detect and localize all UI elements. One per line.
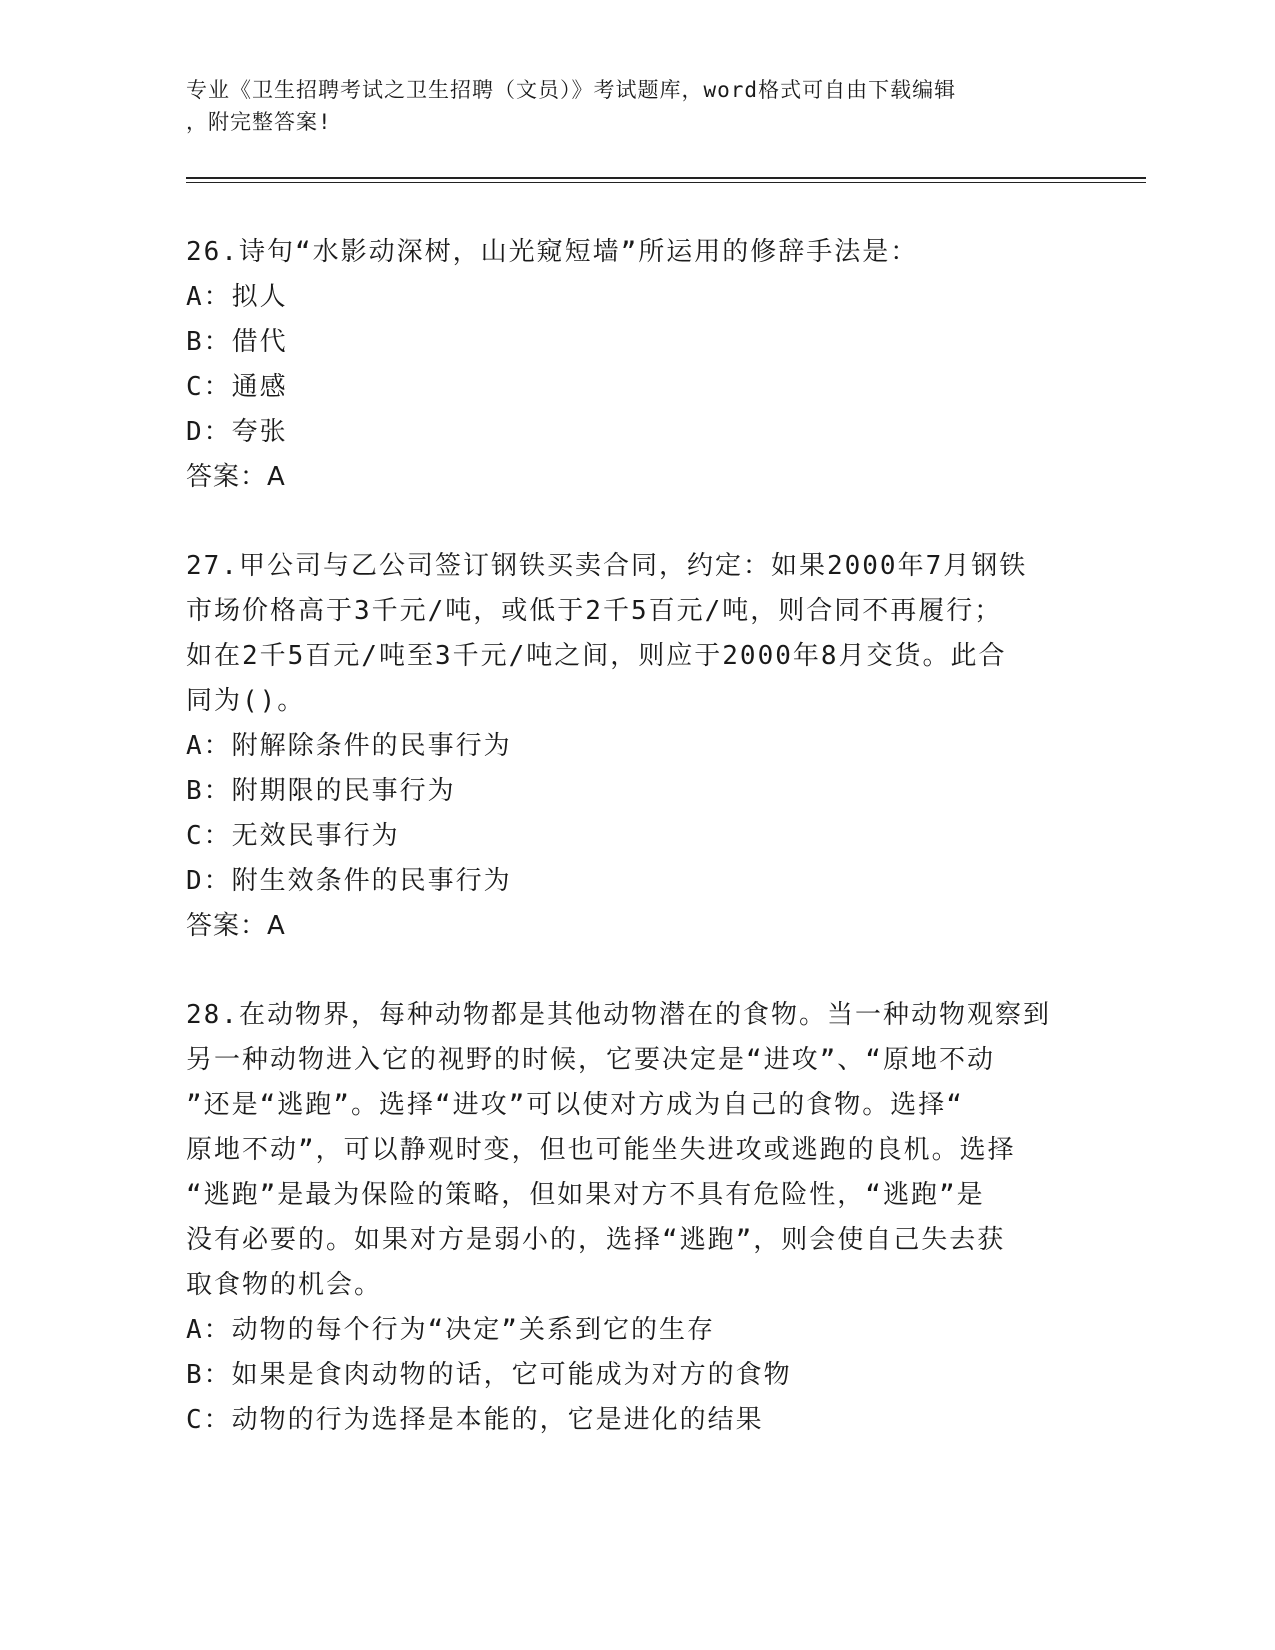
option-b: B：如果是食肉动物的话，它可能成为对方的食物: [186, 1360, 792, 1390]
question-27: [186, 544, 1086, 949]
stem-line: 同为()。: [186, 686, 306, 716]
question-stem: [186, 230, 1086, 275]
document-header: [186, 74, 1066, 138]
stem-line: 如在2千5百元/吨至3千元/吨之间，则应于2000年8月交货。此合: [186, 641, 1007, 671]
question-list: [186, 230, 1086, 1487]
question-26: [186, 230, 1086, 500]
answer-line: 答案：A: [186, 911, 286, 941]
header-divider-thin: [186, 182, 1146, 183]
option-a: A：拟人: [186, 282, 288, 312]
stem-line: 原地不动”，可以静观时变，但也可能坐失进攻或逃跑的良机。选择: [186, 1135, 1016, 1165]
question-28: [186, 993, 1086, 1443]
answer-line: 答案：A: [186, 462, 286, 492]
stem-line: 26.诗句“水影动深树，山光窥短墙”所运用的修辞手法是：: [186, 237, 919, 267]
option-a: A：附解除条件的民事行为: [186, 731, 512, 761]
stem-line: 另一种动物进入它的视野的时候，它要决定是“进攻”、“原地不动: [186, 1045, 995, 1075]
option-d: D：夸张: [186, 417, 288, 447]
header-line-2: ，附完整答案!: [186, 110, 332, 134]
header-line-1: 专业《卫生招聘考试之卫生招聘（文员）》考试题库，word格式可自由下载编辑: [186, 78, 957, 102]
stem-line: ”还是“逃跑”。选择“进攻”可以使对方成为自己的食物。选择“: [186, 1090, 964, 1120]
option-d: D：附生效条件的民事行为: [186, 866, 512, 896]
option-c: C：通感: [186, 372, 288, 402]
question-stem: [186, 544, 1086, 724]
option-b: B：借代: [186, 327, 288, 357]
stem-line: 27.甲公司与乙公司签订钢铁买卖合同，约定：如果2000年7月钢铁: [186, 551, 1028, 581]
option-b: B：附期限的民事行为: [186, 776, 456, 806]
option-c: C：动物的行为选择是本能的，它是进化的结果: [186, 1405, 764, 1435]
question-stem: [186, 993, 1086, 1308]
option-c: C：无效民事行为: [186, 821, 400, 851]
stem-line: 没有必要的。如果对方是弱小的，选择“逃跑”，则会使自己失去获: [186, 1225, 1006, 1255]
stem-line: 市场价格高于3千元/吨，或低于2千5百元/吨，则合同不再履行；: [186, 596, 1003, 626]
header-divider-thick: [186, 177, 1146, 179]
option-a: A：动物的每个行为“决定”关系到它的生存: [186, 1315, 715, 1345]
stem-line: 取食物的机会。: [186, 1270, 383, 1300]
stem-line: 28.在动物界，每种动物都是其他动物潜在的食物。当一种动物观察到: [186, 1000, 1051, 1030]
stem-line: “逃跑”是最为保险的策略，但如果对方不具有危险性，“逃跑”是: [186, 1180, 985, 1210]
